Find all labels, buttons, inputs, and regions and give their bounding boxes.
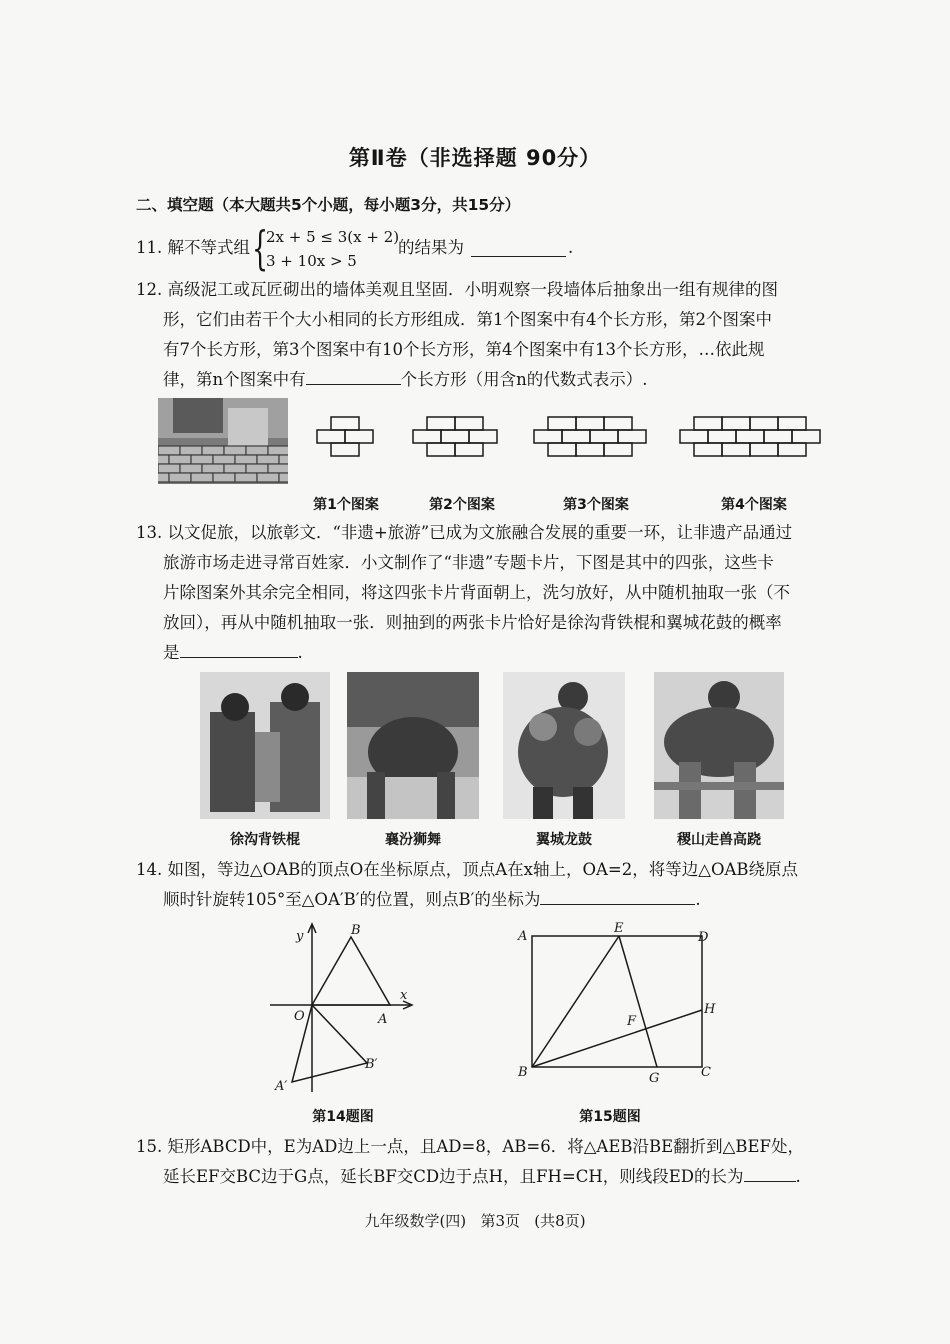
card-caption-4: 稷山走兽高跷 bbox=[677, 832, 761, 848]
q11-end: . bbox=[568, 238, 574, 257]
q13-answer-blank bbox=[180, 656, 298, 658]
q12-line-4a: 律，第n个图案中有 bbox=[163, 370, 306, 389]
label-A: A bbox=[378, 1012, 388, 1027]
q15-figure bbox=[508, 918, 728, 1090]
q12-line-2: 形，它们由若干个大小相同的长方形组成．第1个图案中有4个长方形，第2个图案中 bbox=[163, 310, 772, 329]
page-title: 第Ⅱ卷（非选择题 90分） bbox=[348, 146, 602, 170]
q15-figure-caption: 第15题图 bbox=[579, 1109, 641, 1125]
card-caption-2: 襄汾狮舞 bbox=[385, 832, 441, 848]
segment-BE bbox=[532, 936, 619, 1067]
card-photo-4 bbox=[654, 672, 784, 819]
figure-caption-1: 第1个图案 bbox=[313, 497, 379, 513]
q14-line-2b: . bbox=[695, 890, 701, 909]
q15-line-2a: 延长EF交BC边于G点，延长BF交CD边于点H，且FH=CH，则线段ED的长为 bbox=[163, 1167, 744, 1186]
section-heading: 二、填空题（本大题共5个小题，每小题3分，共15分） bbox=[136, 196, 521, 214]
brick-pattern-2 bbox=[413, 417, 497, 456]
q13-line-3: 片除图案外其余完全相同，将这四张卡片背面朝上，洗匀放好，从中随机抽取一张（不 bbox=[163, 583, 790, 602]
q11-suffix: 的结果为 bbox=[398, 238, 464, 257]
label-C: C bbox=[701, 1065, 711, 1080]
q12-answer-blank bbox=[306, 383, 401, 385]
question-12 bbox=[136, 275, 856, 395]
segment-EG bbox=[619, 936, 657, 1067]
card-photo-3 bbox=[503, 672, 625, 819]
figure-caption-3: 第3个图案 bbox=[563, 497, 629, 513]
q15-answer-blank bbox=[744, 1180, 796, 1182]
label-H: H bbox=[704, 1002, 716, 1017]
brick-patterns bbox=[310, 414, 830, 466]
question-15 bbox=[136, 1132, 866, 1192]
rectangle-ABCD bbox=[532, 936, 702, 1067]
q13-line-4: 放回），再从中随机抽取一张．则抽到的两张卡片恰好是徐沟背铁棍和翼城花鼓的概率 bbox=[163, 613, 782, 632]
q14-line-1: 14. 如图，等边△OAB的顶点O在坐标原点，顶点A在x轴上，OA=2，将等边△OAB绕原点 bbox=[136, 860, 799, 879]
q15-line-2b: . bbox=[795, 1167, 801, 1186]
q13-line-5a: 是 bbox=[163, 643, 180, 662]
question-14 bbox=[136, 855, 866, 915]
card-photo-1 bbox=[200, 672, 330, 819]
label-Bp: B′ bbox=[365, 1057, 378, 1072]
label-Ap: A′ bbox=[275, 1079, 288, 1094]
q11-prefix: 11. 解不等式组 bbox=[136, 238, 250, 257]
label-O: O bbox=[294, 1009, 305, 1024]
brick-pattern-1 bbox=[317, 417, 373, 456]
q13-line-2: 旅游市场走进寻常百姓家．小文制作了“非遗”专题卡片，下图是其中的四张，这些卡 bbox=[163, 553, 774, 572]
q13-line-1: 13. 以文促旅，以旅彰文．“非遗+旅游”已成为文旅融合发展的重要一环，让非遗产品通过 bbox=[136, 523, 793, 542]
label-D: D bbox=[698, 930, 709, 945]
q13-line-5b: . bbox=[297, 643, 303, 662]
question-13 bbox=[136, 518, 866, 668]
q11-inequality-2: 3 + 10x > 5 bbox=[266, 252, 357, 270]
q12-line-3: 有7个长方形，第3个图案中有10个长方形，第4个图案中有13个长方形，…依此规 bbox=[163, 340, 765, 359]
q14-line-2a: 顺时针旋转105°至△OA′B′的位置，则点B′的坐标为 bbox=[163, 890, 541, 909]
q14-answer-blank bbox=[540, 903, 695, 905]
segment-BH bbox=[532, 1010, 702, 1067]
q11-answer-blank bbox=[471, 255, 566, 257]
label-B: B bbox=[351, 923, 361, 938]
q12-line-1: 12. 高级泥工或瓦匠砌出的墙体美观且坚固．小明观察一段墙体后抽象出一组有规律的图 bbox=[136, 280, 778, 299]
label-E: E bbox=[614, 921, 624, 936]
q15-line-1: 15. 矩形ABCD中，E为AD边上一点，且AD=8，AB=6．将△AEB沿BE翻折到△BEF处， bbox=[136, 1137, 804, 1156]
brace-symbol: { bbox=[252, 221, 269, 275]
card-caption-3: 翼城龙鼓 bbox=[536, 832, 592, 848]
figure-caption-4: 第4个图案 bbox=[721, 497, 787, 513]
q11-inequality-1: 2x + 5 ≤ 3(x + 2) bbox=[266, 228, 400, 246]
brick-pattern-4 bbox=[680, 417, 820, 456]
figure-caption-2: 第2个图案 bbox=[429, 497, 495, 513]
triangle-OAB bbox=[312, 937, 390, 1005]
label-B: B bbox=[518, 1065, 528, 1080]
label-x: x bbox=[400, 988, 408, 1003]
wall-photo bbox=[158, 398, 288, 484]
label-F: F bbox=[627, 1014, 637, 1029]
q14-figure-caption: 第14题图 bbox=[312, 1109, 374, 1125]
card-caption-1: 徐沟背铁棍 bbox=[230, 832, 300, 848]
q14-figure bbox=[260, 918, 430, 1098]
brick-pattern-3 bbox=[534, 417, 646, 456]
label-y: y bbox=[296, 929, 304, 944]
page-footer: 九年级数学(四) 第3页 (共8页) bbox=[364, 1212, 586, 1230]
label-A: A bbox=[518, 929, 528, 944]
card-photo-2 bbox=[347, 672, 479, 819]
wall-photo-image bbox=[158, 398, 288, 484]
label-G: G bbox=[649, 1071, 660, 1086]
q12-line-4b: 个长方形（用含n的代数式表示）. bbox=[400, 370, 648, 389]
question-11 bbox=[136, 221, 836, 277]
